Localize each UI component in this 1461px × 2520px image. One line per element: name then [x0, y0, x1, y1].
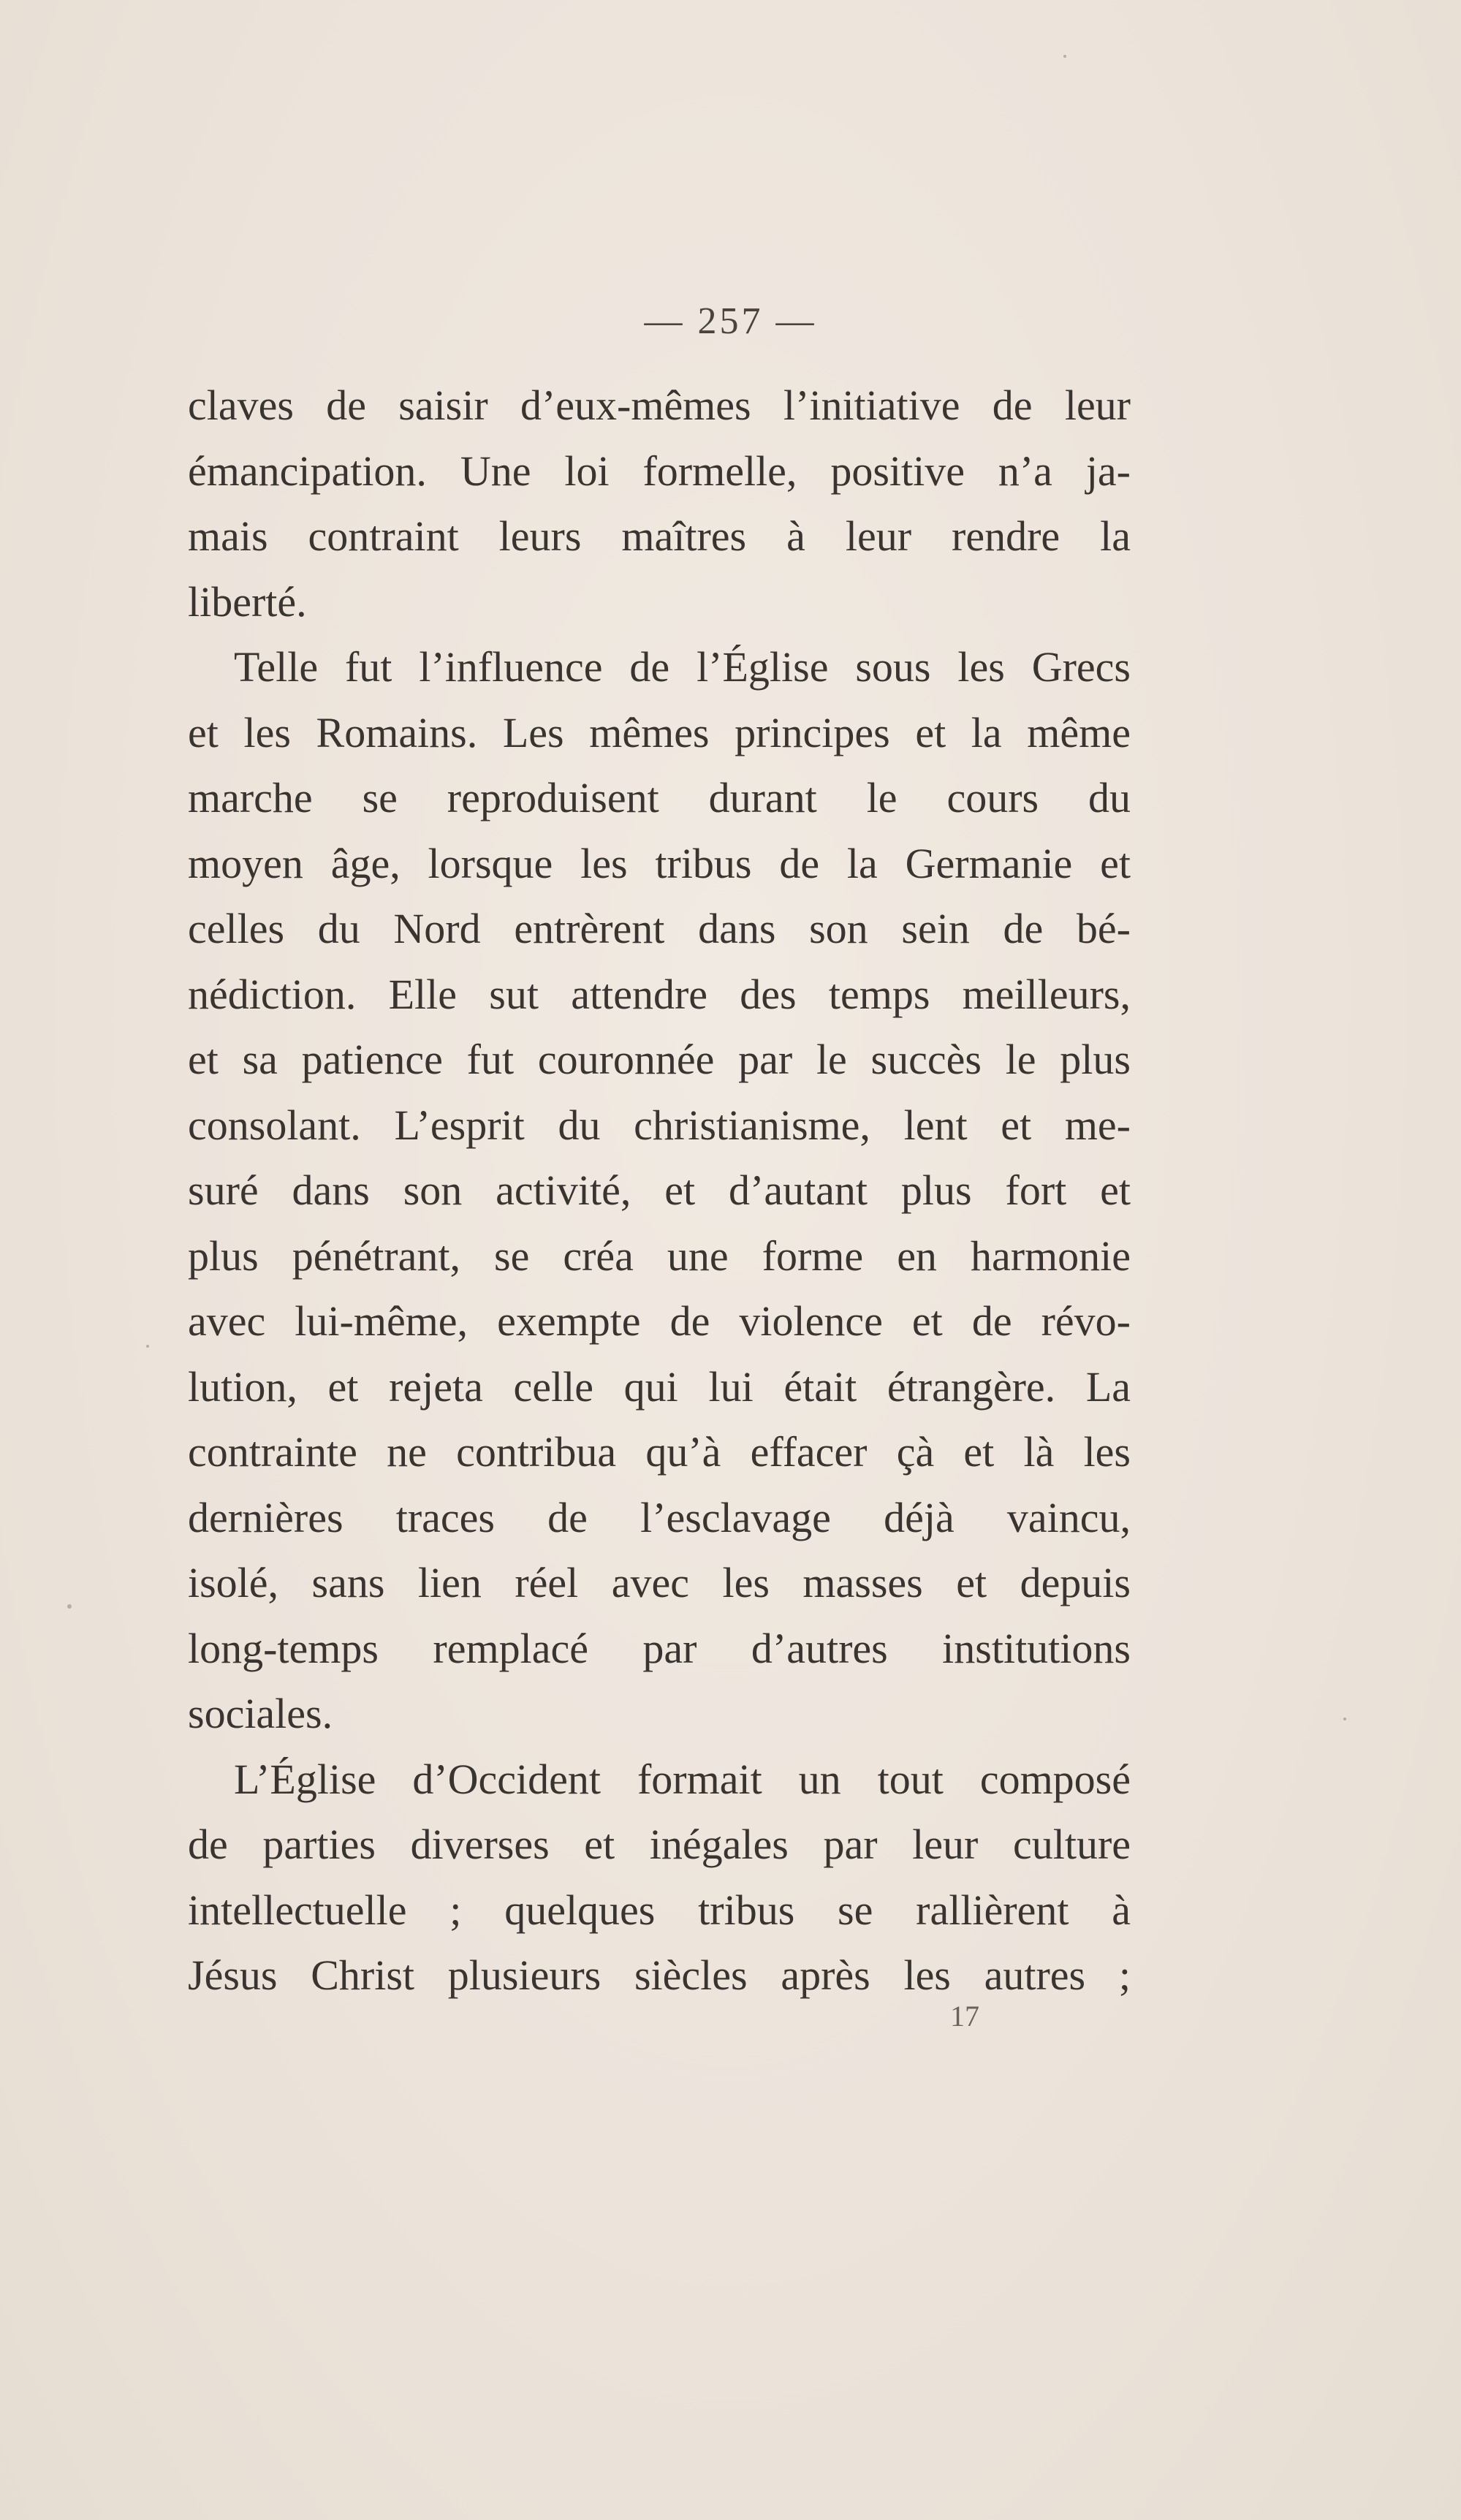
paper-speck — [146, 1345, 149, 1348]
text-line: plus pénétrant, se créa une forme en harmonie — [188, 1231, 1131, 1280]
text-line: marche se reproduisent durant le cours du — [188, 774, 1131, 821]
body-text — [188, 373, 1131, 2008]
text-line: lution, et rejeta celle qui lui était étrangère. La — [188, 1362, 1131, 1411]
text-line: et les Romains. Les mêmes principes et la même — [188, 708, 1131, 756]
text-line: intellectuelle ; quelques tribus se rallièrent à — [188, 1886, 1131, 1934]
paragraph-start-line: Telle fut l’influence de l’Église sous les Grecs — [234, 643, 1131, 691]
text-line: contrainte ne contribua qu’à effacer çà et là les — [188, 1428, 1131, 1476]
text-line: celles du Nord entrèrent dans son sein de bé- — [188, 905, 1131, 952]
paper-speck — [67, 1604, 72, 1609]
text-line: liberté. — [188, 577, 307, 626]
text-line: et sa patience fut couronnée par le succès le plus — [188, 1036, 1131, 1083]
paragraph-start-line: L’Église d’Occident formait un tout composé — [234, 1755, 1131, 1803]
text-line: sociales. — [188, 1690, 333, 1737]
text-line: consolant. L’esprit du christianisme, lent et me- — [188, 1101, 1131, 1149]
signature-mark: 17 — [950, 2000, 979, 2033]
page-number: — 257 — — [644, 300, 817, 342]
text-line: suré dans son activité, et d’autant plus fort et — [188, 1166, 1131, 1214]
text-line: long-temps remplacé par d’autres institutions — [188, 1624, 1131, 1672]
text-line: isolé, sans lien réel avec les masses et depuis — [188, 1559, 1131, 1606]
text-line: moyen âge, lorsque les tribus de la Germanie et — [188, 839, 1131, 887]
text-line: dernières traces de l’esclavage déjà vaincu, — [188, 1493, 1131, 1541]
paper-speck — [1063, 55, 1066, 58]
text-line: Jésus Christ plusieurs siècles après les autres ; — [188, 1951, 1131, 1999]
paper-speck — [1343, 1718, 1346, 1720]
text-line: émancipation. Une loi formelle, positive n’a ja- — [188, 447, 1131, 495]
text-line: claves de saisir d’eux-mêmes l’initiative de leur — [188, 382, 1131, 429]
text-line: avec lui-même, exempte de violence et de révo- — [188, 1297, 1131, 1345]
text-line: de parties diverses et inégales par leur culture — [188, 1821, 1131, 1868]
text-line: nédiction. Elle sut attendre des temps meilleurs, — [188, 970, 1131, 1018]
text-line: mais contraint leurs maîtres à leur rendre la — [188, 512, 1131, 560]
